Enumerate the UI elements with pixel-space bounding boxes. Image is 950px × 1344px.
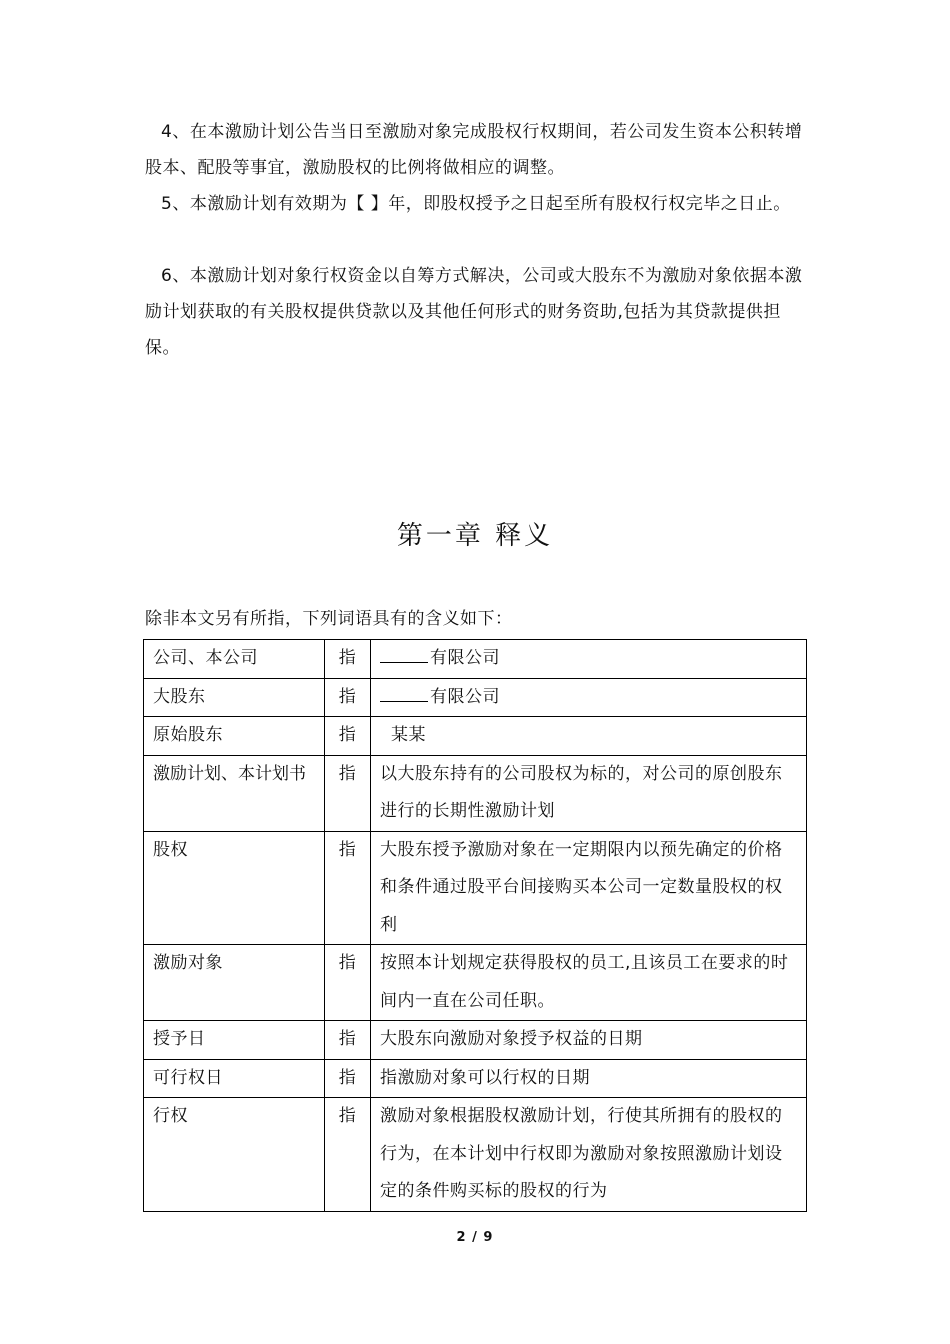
term-cell: 股权 <box>144 831 325 945</box>
paragraph-5: 5、本激励计划有效期为【 】年，即股权授予之日起至所有股权行权完毕之日止。 <box>161 194 791 214</box>
meaning-cell: 按照本计划规定获得股权的员工,且该员工在要求的时间内一直在公司任职。 <box>371 945 807 1021</box>
term-cell: 原始股东 <box>144 717 325 756</box>
refers-cell: 指 <box>325 1098 371 1212</box>
table-row <box>144 1059 807 1098</box>
refers-cell: 指 <box>325 717 371 756</box>
table-row <box>144 640 807 679</box>
meaning-cell: 指激励对象可以行权的日期 <box>371 1059 807 1098</box>
blank-line <box>380 685 428 702</box>
refers-cell: 指 <box>325 640 371 679</box>
meaning-cell: 某某 <box>371 717 807 756</box>
paragraph-6: 6、本激励计划对象行权资金以自筹方式解决，公司或大股东不为激励对象依据本激励计划获取的有关股权提供贷款以及其他任何形式的财务资助,包括为其贷款提供担保。 <box>145 266 803 358</box>
table-row <box>144 831 807 945</box>
term-cell: 激励计划、本计划书 <box>144 755 325 831</box>
table-row <box>144 755 807 831</box>
table-row <box>144 678 807 717</box>
refers-cell: 指 <box>325 945 371 1021</box>
refers-cell: 指 <box>325 678 371 717</box>
refers-cell: 指 <box>325 831 371 945</box>
paragraph-4: 4、在本激励计划公告当日至激励对象完成股权行权期间，若公司发生资本公积转增股本、配股等事宜，激励股权的比例将做相应的调整。 <box>145 122 803 178</box>
meaning-text: 有限公司 <box>430 686 500 707</box>
term-cell: 激励对象 <box>144 945 325 1021</box>
term-cell: 大股东 <box>144 678 325 717</box>
meaning-cell: 大股东授予激励对象在一定期限内以预先确定的价格和条件通过股平台间接购买本公司一定数量股权的权利 <box>371 831 807 945</box>
term-cell: 授予日 <box>144 1021 325 1060</box>
refers-cell: 指 <box>325 1059 371 1098</box>
definitions-intro: 除非本文另有所指，下列词语具有的含义如下： <box>145 609 513 629</box>
refers-cell: 指 <box>325 1021 371 1060</box>
term-cell: 可行权日 <box>144 1059 325 1098</box>
refers-cell: 指 <box>325 755 371 831</box>
meaning-cell: 激励对象根据股权激励计划，行使其所拥有的股权的行为，在本计划中行权即为激励对象按照激励计划设定的条件购买标的股权的行为 <box>371 1098 807 1212</box>
table-row <box>144 945 807 1021</box>
table-row <box>144 1098 807 1212</box>
page-number: 2 / 9 <box>456 1230 494 1245</box>
blank-line <box>380 646 428 663</box>
chapter-title: 第一章 释义 <box>396 521 554 551</box>
meaning-cell: 以大股东持有的公司股权为标的，对公司的原创股东进行的长期性激励计划 <box>371 755 807 831</box>
meaning-text: 有限公司 <box>430 648 500 668</box>
term-cell: 公司、本公司 <box>144 640 325 679</box>
meaning-cell <box>371 678 807 717</box>
meaning-cell: 大股东向激励对象授予权益的日期 <box>371 1021 807 1060</box>
meaning-cell <box>371 640 807 679</box>
definitions-table <box>143 639 807 1212</box>
table-row <box>144 1021 807 1060</box>
table-row <box>144 717 807 756</box>
term-cell: 行权 <box>144 1098 325 1212</box>
